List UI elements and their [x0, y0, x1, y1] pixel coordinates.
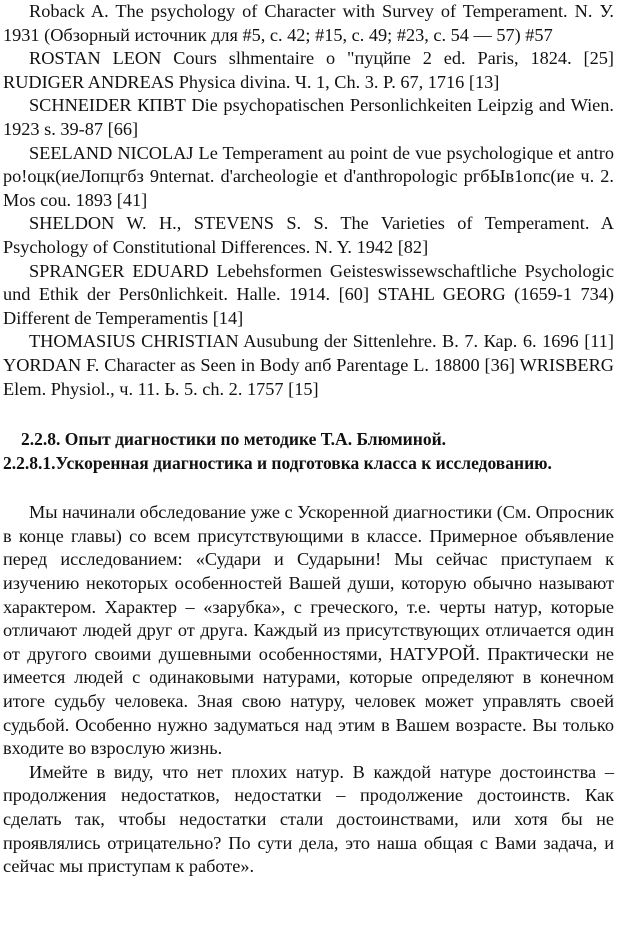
reference-entry: SPRANGER EDUARD Lebehsformen Geisteswissewschaftliche Psychologic und Ethik der Pers0nlichkeit. Halle. 1914. [60] STAHL GEORG (1659-1 734) Different de Temperamentis [14] — [3, 260, 614, 328]
reference-entry: THOMASIUS CHRISTIAN Ausubung der Sittenlehre. B. 7. Кар. 6. 1696 [11] YORDAN F. Character as Seen in Body апб Parentage L. 18800 [36] WRISBERG Elem. Physiol., ч. 11. Ь. 5. ch. 2. 1757 [15] — [3, 331, 614, 399]
reference-list — [3, 0, 614, 401]
reference-entry: SEELAND NICOLAJ Le Temperament au point de vue psychologique et antro po!оцк(иеЛопцгбз 9nternat. d'archeologie et d'anthropologic ргбЫв1опс(ие ч. 2. Mos cou. 1893 [41] — [3, 142, 614, 210]
reference-entry: ROSTAN LEON Cours slhmentaire о "пуцйпе 2 ed. Paris, 1824. [25] RUDIGER ANDREAS Physica divina. Ч. 1, Ch. 3. P. 67, 1716 [13] — [3, 48, 614, 92]
section-subheading: 2.2.8.1.Ускоренная диагностика и подготовка класса к исследованию. — [3, 452, 552, 473]
section-headings — [3, 428, 614, 475]
reference-entry: Roback A. The psychology of Character with Survey of Temperament. N. У. 1931 (Обзорный источник для #5, с. 42; #15, с. 49; #23, с. 54 — 57) #57 — [3, 1, 614, 45]
section-heading: 2.2.8. Опыт диагностики по методике Т.А. Блюминой. — [21, 429, 447, 450]
body-paragraph: Мы начинали обследование уже с Ускоренной диагностики (См. Опросник в конце главы) со всем присутствующими в классе. Примерное объявление перед исследованием: «Судари и Сударыни! Мы сейчас приступаем к изучению некоторых особенностей Вашей души, которую обычно называют характером. Характер – «зарубка», с греческого, т.е. черты натур, которые отличают людей друг от друга. Каждый из присутствующих отличается один от другого своими душевными особенностями, НАТУРОЙ. Практически не имеется людей с одинаковыми натурами, которые определяют в конечном итоге судьбу человека. Зная свою натуру, человек может управлять своей судьбой. Особенно нужно задуматься над этим в Вашем возрасте. Вы только входите во взрослую жизнь. — [3, 502, 614, 759]
reference-entry: SHELDON W. H., STEVENS S. S. The Varieties of Temperament. A Psychology of Constitutional Differences. N. Y. 1942 [82] — [3, 213, 614, 257]
reference-entry: SCHNEIDER КПВТ Die psychopatischen Personlichkeiten Leipzig and Wien. 1923 s. 39-87 [66] — [3, 95, 614, 139]
body-text — [3, 501, 614, 879]
body-paragraph: Имейте в виду, что нет плохих натур. В каждой натуре достоинства – продолжения недостатков, недостатки – продолжение достоинств. Как сделать так, чтобы недостатки стали достоинствами, или хотя бы не проявлялись отрицательно? По сути дела, это наша общая с Вами задача, и сейчас мы приступам к работе». — [3, 761, 614, 877]
